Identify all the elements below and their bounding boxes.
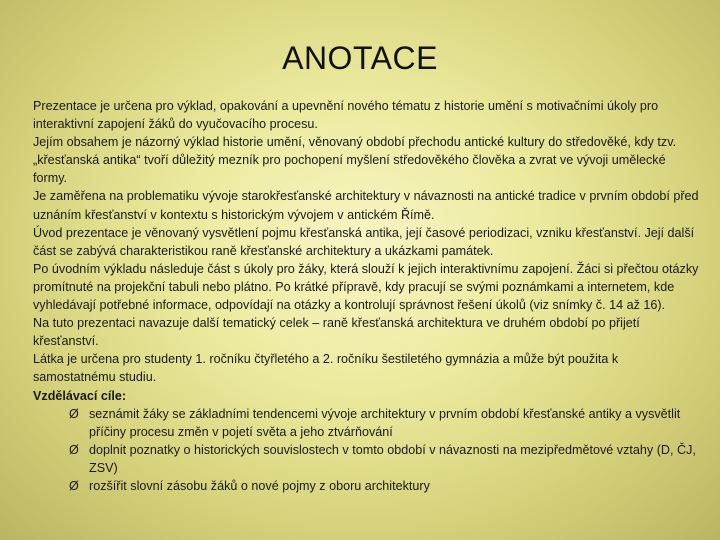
- paragraph-tasks: Po úvodním výkladu následuje část s úkoly pro žáky, která slouží k jejich interaktivnímu zapojení. Žáci si přečtou otázky promítnuté na projekční tabuli nebo plátno. Po krátké přípravě, kdy pracují se svými poznámkami a internetem, kde vyhledávají potřebné informace, odpovídají na otázky a kontrolují správnost řešení úkolů (viz snímky č. 14 až 16).: [33, 261, 699, 313]
- goal-text: rozšířit slovní zásobu žáků o nové pojmy z oboru architektury: [89, 478, 430, 493]
- arrow-bullet-icon: Ø: [69, 478, 79, 493]
- goal-text: seznámit žáky se základními tendencemi vývoje architektury v prvním období křesťanské antiky a vysvětlit příčiny procesu změn v pojetí světa a jeho ztvárňování: [89, 406, 681, 439]
- arrow-bullet-icon: Ø: [69, 442, 79, 457]
- goal-item: [33, 441, 701, 477]
- paragraph-continuation: Na tuto prezentaci navazuje další tematický celek – raně křesťanská architektura ve druhém období po přijetí křesťanství.: [33, 316, 640, 349]
- paragraph-focus: Je zaměřena na problematiku vývoje starokřesťanské architektury v návaznosti na antické tradice v prvním období před uznáním křesťanství v kontextu s historickým vývojem v antickém Římě.: [33, 189, 699, 222]
- arrow-bullet-icon: Ø: [69, 406, 79, 421]
- goal-text: doplnit poznatky o historických souvislostech v tomto období v návaznosti na mezipředmětové vztahy (D, ČJ, ZSV): [89, 442, 696, 475]
- paragraph-intro: Úvod prezentace je věnovaný vysvětlení pojmu křesťanská antika, její časové periodizaci, vzniku křesťanství. Její další část se zabývá charakteristikou raně křesťanské architektury a ukázkami památek.: [33, 225, 695, 258]
- annotation-body: [33, 97, 701, 495]
- paragraph-audience: Látka je určena pro studenty 1. ročníku čtyřletého a 2. ročníku šestiletého gymnázia a může být použita k samostatnému studiu.: [33, 352, 619, 385]
- goals-heading: Vzdělávací cíle:: [33, 388, 127, 403]
- goal-item: [33, 477, 701, 495]
- goal-item: [33, 405, 701, 441]
- paragraph-content: Jejím obsahem je názorný výklad historie umění, věnovaný období přechodu antické kultury do středověké, kdy tzv. „křesťanská antika“ tvoří důležitý mezník pro pochopení myšlení středověkého člověka a zvrat ve vývoji umělecké formy.: [33, 135, 677, 186]
- paragraph-purpose: Prezentace je určena pro výklad, opakování a upevnění nového tématu z historie umění s motivačními úkoly pro interaktivní zapojení žáků do vyučovacího procesu.: [33, 99, 659, 132]
- slide-title: ANOTACE: [282, 40, 438, 76]
